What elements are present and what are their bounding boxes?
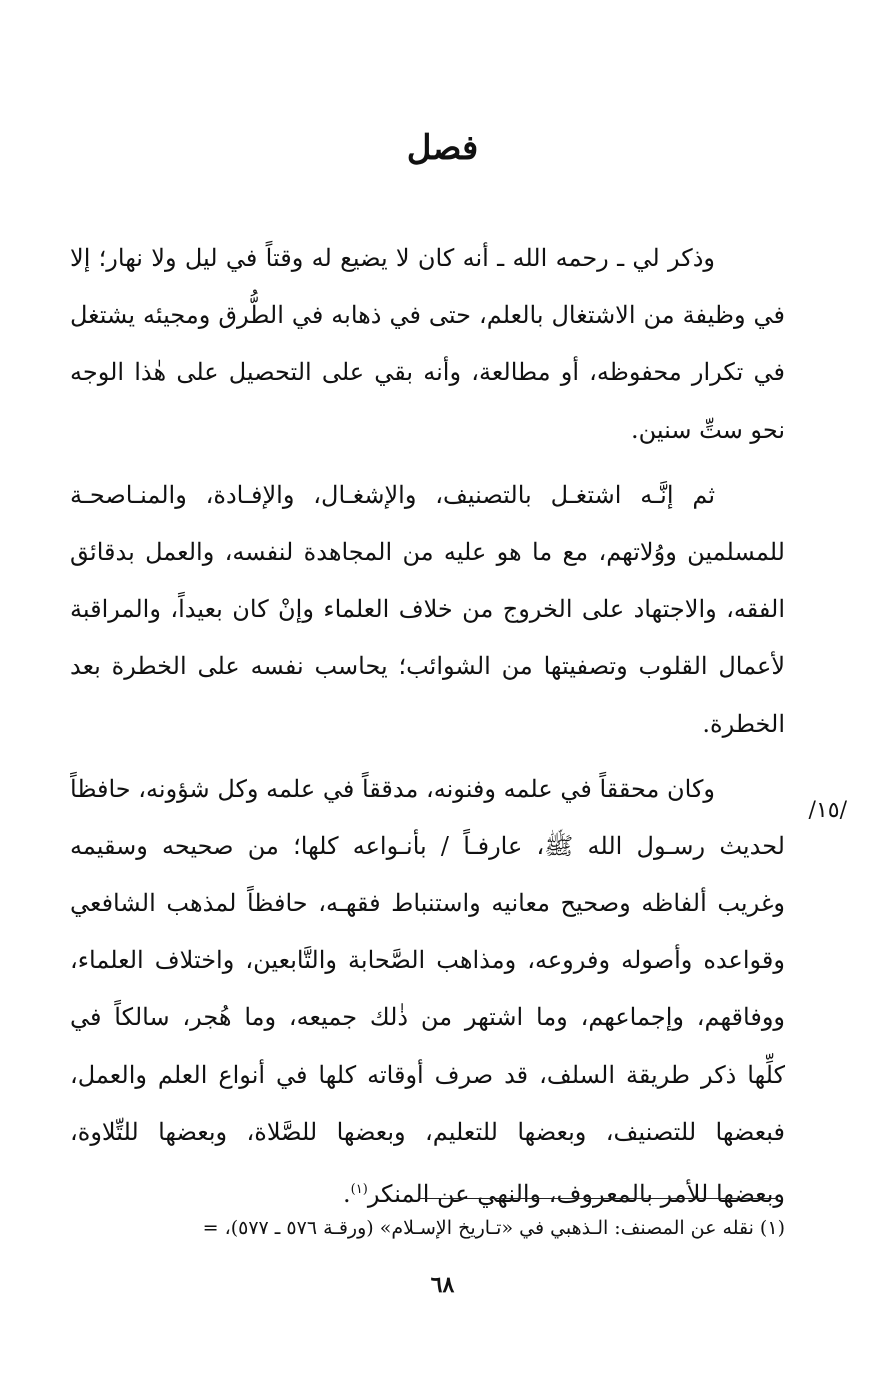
text-line: وذكر لي ـ رحمه الله ـ أنه كان لا يضيع له وقتاً في ليل ولا نهار؛ إلا — [70, 244, 715, 272]
text-line: وكان محققاً في علمه وفنونه، مدققاً في علمه وكل شؤونه، حافظاً — [70, 774, 715, 803]
page-number: ٦٨ — [430, 1272, 455, 1298]
paragraph-1 — [70, 230, 785, 459]
text-line: في وظيفة من الاشتغال بالعلم، حتى في ذهابه في الطُّرق ومجيئه يشتغل — [70, 301, 785, 330]
footnote: (١) نقله عن المصنف: الـذهبي في «تـاريخ الإسـلام» (ورقـة ٥٧٦ ـ ٥٧٧)، = — [202, 1217, 785, 1239]
footnote-divider — [418, 1198, 778, 1199]
text-line: في تكرار محفوظه، أو مطالعة، وأنه بقي على التحصيل على هٰذا الوجه — [70, 358, 785, 387]
footnote-reference[interactable]: (١) — [350, 1182, 368, 1197]
end-punctuation: . — [343, 1180, 351, 1208]
text-line: فبعضها للتصنيف، وبعضها للتعليم، وبعضها للصَّلاة، وبعضها للتِّلاوة، — [70, 1117, 785, 1146]
paragraph-3 — [70, 761, 785, 1219]
main-text — [70, 230, 785, 1226]
text-line: لحديث رسـول الله ﷺ، عارفـاً / بأنـواعه كلها؛ من صحيحه وسقيمه — [70, 831, 785, 860]
text-line: ثم إنَّـه اشتغـل بالتصنيف، والإشغـال، والإفـادة، والمنـاصحـة — [70, 480, 715, 509]
text-line: وغريب ألفاظه وصحيح معانيه واستنباط فقهـه، حافظاً لمذهب الشافعي — [70, 889, 785, 918]
text-line-content: وبعضها للأمر بالمعروف، والنهي عن المنكر — [367, 1180, 785, 1208]
text-line: ووفاقهم، وإجماعهم، وما اشتهر من ذٰلك جميعه، وما هُجر، سالكاً في — [70, 1003, 785, 1032]
manuscript-folio-marker: /١٥/ — [808, 798, 847, 823]
text-line: وقواعده وأصوله وفروعه، ومذاهب الصَّحابة والتَّابعين، واختلاف العلماء، — [70, 946, 785, 975]
text-line: للمسلمين ووُلاتهم، مع ما هو عليه من المجاهدة لنفسه، والعمل بدقائق — [70, 537, 785, 566]
text-line: نحو ستِّ سنين. — [631, 415, 785, 444]
paragraph-2 — [70, 467, 785, 753]
text-line: الخطرة. — [702, 709, 785, 738]
text-line: الفقه، والاجتهاد على الخروج من خلاف العلماء وإنْ كان بعيداً، والمراقبة — [70, 595, 785, 624]
text-line: لأعمال القلوب وتصفيتها من الشوائب؛ يحاسب نفسه على الخطرة بعد — [70, 652, 785, 681]
section-title: فصل — [406, 128, 479, 168]
text-line: كلِّها ذكر طريقة السلف، قد صرف أوقاته كلها في أنواع العلم والعمل، — [70, 1060, 785, 1089]
